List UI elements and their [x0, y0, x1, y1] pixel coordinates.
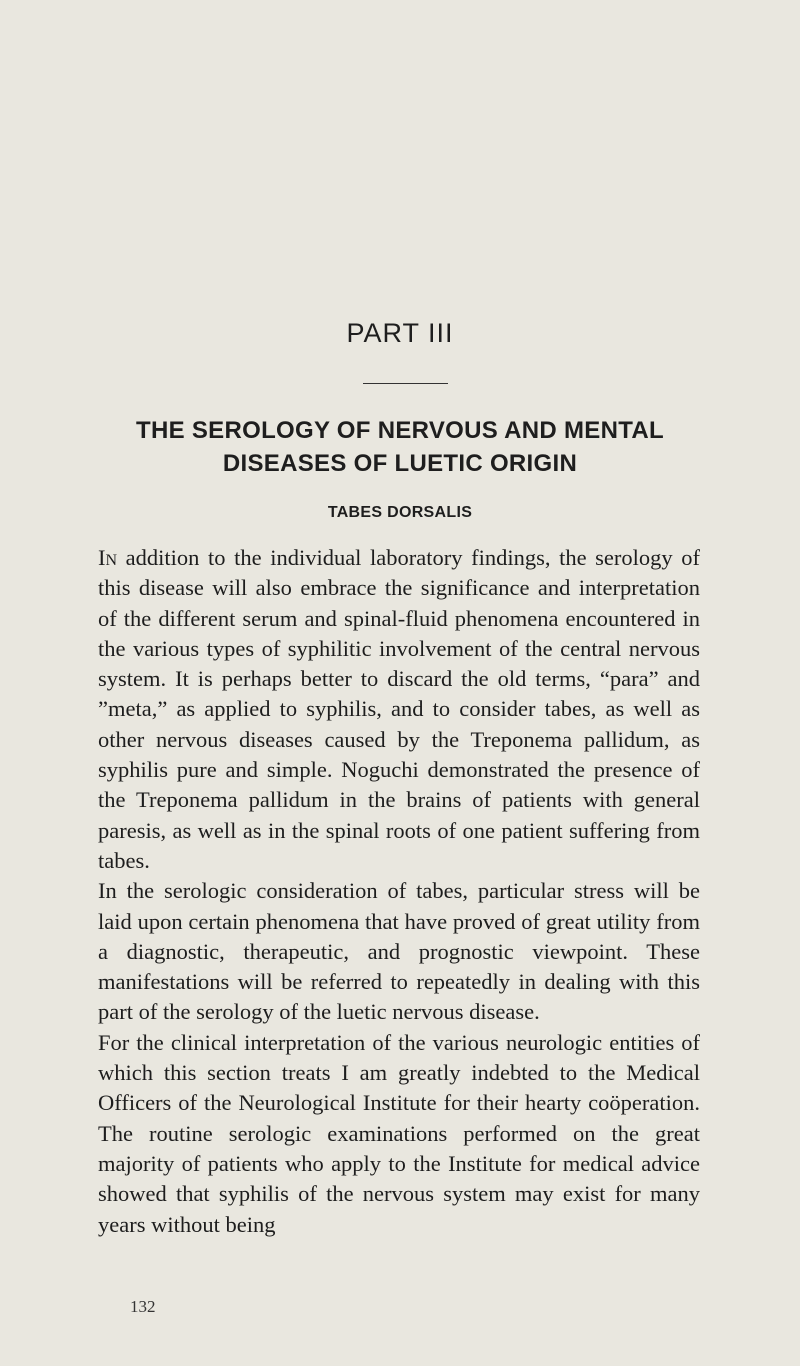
- paragraph-1-lead: In: [98, 545, 118, 570]
- body-text: [98, 543, 700, 1240]
- page-number: 132: [130, 1297, 156, 1316]
- chapter-title-line-2: DISEASES OF LUETIC ORIGIN: [222, 450, 578, 477]
- chapter-title: [0, 414, 800, 480]
- paragraph-1: [98, 543, 700, 876]
- section-heading: TABES DORSALIS: [327, 504, 473, 521]
- part-label: PART III: [346, 318, 454, 348]
- paragraph-2: In the serologic consideration of tabes, particular stress will be laid upon certain phenomena that have proved of great utility from a diagnostic, therapeutic, and prognostic viewpoint. These manifestations will be referred to repeatedly in dealing with this part of the serology of the luetic nervous disease.: [98, 878, 700, 1025]
- paragraph-1-text: addition to the individual laboratory findings, the serology of this disease will also embrace the significance and interpretation of the different serum and spinal-fluid phenomena encountered in the various types of syphilitic involvement of the central nervous system. It is perhaps better to discard the old terms, “para” and ”meta,” as applied to syphilis, and to consider tabes, as well as other nervous diseases caused by the Treponema pallidum, as syphilis pure and simple. Noguchi demonstrated the presence of the Treponema pallidum in the brains of patients with general paresis, as well as in the spinal roots of one patient suffering from tabes.: [98, 545, 700, 873]
- paragraph-3: For the clinical interpretation of the various neurologic entities of which this section treats I am greatly indebted to the Medical Officers of the Neurological Institute for their hearty coöperation. The routine serologic examinations performed on the great majority of patients who apply to the Institute for medical advice showed that syphilis of the nervous system may exist for many years without being: [98, 1029, 700, 1237]
- title-divider: [363, 383, 448, 384]
- chapter-title-line-1: THE SEROLOGY OF NERVOUS AND MENTAL: [135, 417, 665, 444]
